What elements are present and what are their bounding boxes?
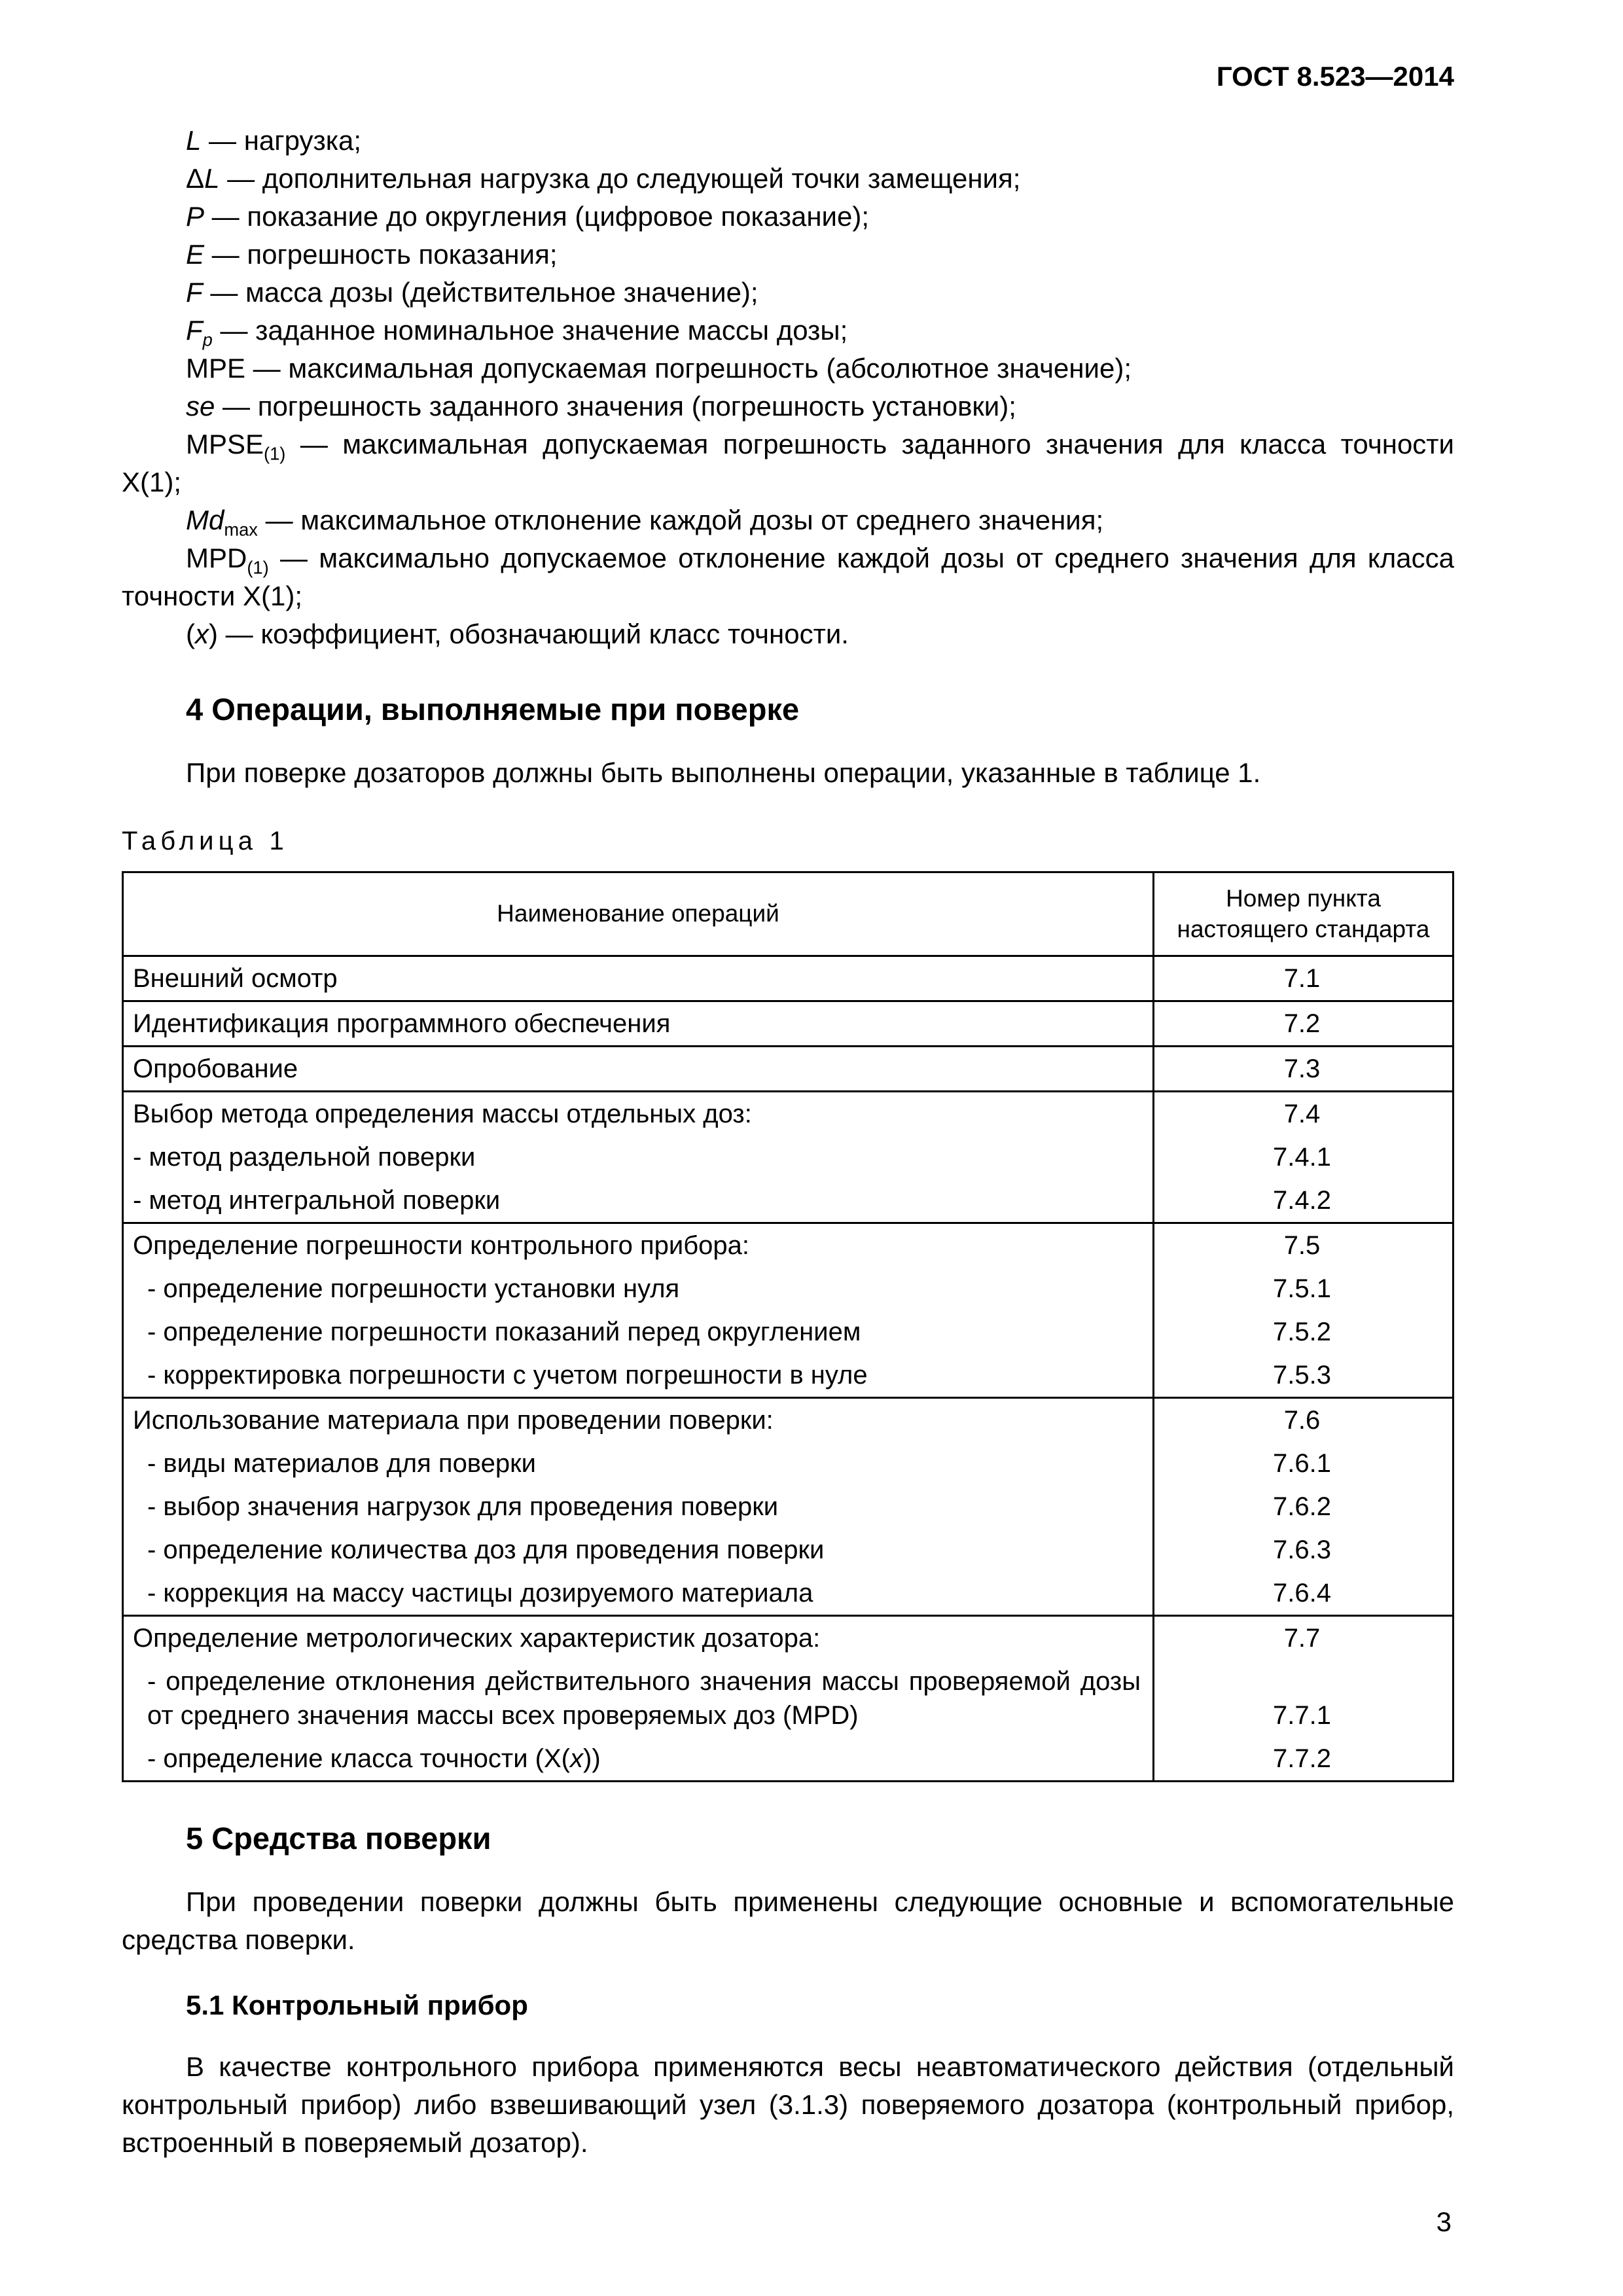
table-row	[123, 1223, 1454, 1267]
column-header-operations: Наименование операций	[123, 872, 1154, 956]
definition-item	[122, 387, 1454, 425]
definition-item	[122, 501, 1454, 539]
clause-number-cell: 7.1	[1154, 956, 1454, 1001]
table-row	[123, 956, 1454, 1001]
section-5-heading: 5 Средства поверки	[186, 1820, 491, 1856]
clause-number-cell: 7.3	[1154, 1046, 1454, 1091]
table-row	[123, 1615, 1454, 1660]
clause-number-cell: 7.6.4	[1154, 1571, 1454, 1616]
operation-name-cell: Определение метрологических характеристик дозатора:	[123, 1615, 1154, 1660]
clause-number-cell: 7.6.3	[1154, 1528, 1454, 1571]
operation-name-cell: - корректировка погрешности с учетом погрешности в нуле	[147, 1360, 868, 1390]
text-segment: — дополнительная нагрузка до следующей точки замещения;	[219, 163, 1021, 194]
definition-item	[122, 160, 1454, 198]
text-segment: L	[186, 125, 202, 156]
subscript-text: max	[224, 519, 258, 540]
definition-item	[122, 425, 1454, 501]
text-segment: — максимальное отклонение каждой дозы от среднего значения;	[257, 504, 1104, 535]
column-header-clause: Номер пункта настоящего стандарта	[1154, 872, 1454, 956]
text-segment: — нагрузка;	[201, 125, 362, 156]
clause-number-cell: 7.4.1	[1154, 1136, 1454, 1179]
text-segment: L	[204, 163, 220, 194]
clause-number-cell: 7.4.2	[1154, 1179, 1454, 1223]
table-header-row	[123, 872, 1454, 956]
operation-name-cell: - коррекция на массу частицы дозируемого материала	[147, 1578, 813, 1607]
text-segment: F	[186, 277, 203, 308]
table-row	[123, 1354, 1454, 1398]
text-segment: — показание до округления (цифровое показание);	[204, 201, 869, 232]
definition-item	[122, 198, 1454, 236]
text-segment: — масса дозы (действительное значение);	[202, 277, 758, 308]
definition-item	[122, 350, 1454, 387]
text-segment: — максимально допускаемое отклонение каждой дозы от среднего значения для класса точности Х(1);	[122, 542, 1454, 611]
text-segment: se	[186, 391, 215, 422]
table-row	[123, 1046, 1454, 1091]
text-segment: Δ	[186, 163, 205, 194]
table-row	[123, 1571, 1454, 1616]
operation-name-cell: - метод интегральной поверки	[133, 1185, 501, 1215]
definition-item	[122, 539, 1454, 615]
clause-number-cell: 7.5	[1154, 1223, 1454, 1267]
subscript-text: p	[202, 329, 213, 350]
table-row	[123, 1485, 1454, 1528]
text-segment: Md	[186, 504, 224, 535]
text-segment: x	[570, 1744, 583, 1773]
text-segment: F	[186, 315, 203, 346]
table-row	[123, 1737, 1454, 1782]
table-row	[123, 1660, 1454, 1737]
clause-number-cell: 7.7.2	[1154, 1737, 1454, 1782]
clause-number-cell: 7.6.1	[1154, 1442, 1454, 1485]
definition-item	[122, 122, 1454, 160]
section-4-heading: 4 Операции, выполняемые при поверке	[186, 691, 800, 726]
operation-name-cell: - выбор значения нагрузок для проведения поверки	[147, 1492, 779, 1521]
operations-table-body	[123, 956, 1454, 1781]
text-segment: MPD	[186, 542, 247, 573]
text-segment: ))	[583, 1744, 601, 1773]
clause-number-cell: 7.4	[1154, 1091, 1454, 1136]
subscript-text: (1)	[247, 557, 269, 578]
operation-name-cell: Определение погрешности контрольного прибора:	[123, 1223, 1154, 1267]
text-segment: — заданное номинальное значение массы дозы;	[212, 315, 848, 346]
table-row	[123, 1001, 1454, 1046]
definition-item	[122, 615, 1454, 653]
operations-table	[122, 871, 1454, 1782]
definition-item	[122, 236, 1454, 274]
definition-item	[122, 274, 1454, 312]
operation-name-cell: - определение отклонения действительного значения массы проверяемой дозы от среднего значения массы всех проверяемых доз (MPD)	[147, 1666, 1141, 1730]
clause-number-cell: 7.2	[1154, 1001, 1454, 1046]
clause-number-cell: 7.6.2	[1154, 1485, 1454, 1528]
table-caption: Таблица 1	[122, 827, 289, 856]
table-row	[123, 1136, 1454, 1179]
table-row	[123, 1091, 1454, 1136]
text-segment: — максимальная допускаемая погрешность заданного значения для класса точности Х(1);	[122, 429, 1454, 497]
text-segment: (	[186, 618, 195, 649]
operation-name-cell: Внешний осмотр	[123, 956, 1154, 1001]
section-5-1-body: В качестве контрольного прибора применяются весы неавтоматического действия (отдельный контрольный прибор) либо взвешивающий узел (3.1.3) поверяемого дозатора (контрольный прибор, встроенный в поверяемый дозатор).	[122, 2051, 1454, 2159]
table-row	[123, 1528, 1454, 1571]
table-row	[123, 1397, 1454, 1442]
clause-number-cell: 7.6	[1154, 1397, 1454, 1442]
clause-number-cell: 7.5.2	[1154, 1310, 1454, 1354]
clause-number-cell: 7.5.1	[1154, 1267, 1454, 1310]
text-segment: - определение класса точности (X(	[147, 1744, 570, 1773]
page-number: 3	[1436, 2206, 1452, 2238]
section-5-1-heading: 5.1 Контрольный прибор	[186, 1990, 528, 2021]
operation-name-cell: - определение погрешности установки нуля	[147, 1274, 680, 1303]
definition-item	[122, 312, 1454, 350]
text-segment: x	[195, 618, 209, 649]
operation-name-cell: Опробование	[123, 1046, 1154, 1091]
table-row	[123, 1179, 1454, 1223]
table-row	[123, 1442, 1454, 1485]
clause-number-cell: 7.5.3	[1154, 1354, 1454, 1398]
clause-number-cell: 7.7	[1154, 1615, 1454, 1660]
section-5-intro: При проведении поверки должны быть применены следующие основные и вспомогательные средства поверки.	[122, 1886, 1454, 1956]
operation-name-cell: - виды материалов для поверки	[147, 1448, 536, 1478]
text-segment: P	[186, 201, 205, 232]
operation-name-cell: Использование материала при проведении поверки:	[123, 1397, 1154, 1442]
text-segment: ) — коэффициент, обозначающий класс точности.	[209, 618, 849, 649]
text-segment: — максимальная допускаемая погрешность (абсолютное значение);	[245, 353, 1132, 384]
section-4-intro: При поверке дозаторов должны быть выполнены операции, указанные в таблице 1.	[186, 757, 1261, 789]
table-row	[123, 1267, 1454, 1310]
text-segment: MPSE	[186, 429, 264, 460]
operation-name-cell: - определение количества доз для проведения поверки	[147, 1535, 825, 1564]
operation-name-cell: Идентификация программного обеспечения	[123, 1001, 1154, 1046]
definitions-list	[122, 122, 1454, 653]
standard-reference: ГОСТ 8.523—2014	[1216, 61, 1454, 92]
operation-name-cell: Выбор метода определения массы отдельных доз:	[123, 1091, 1154, 1136]
text-segment: — погрешность заданного значения (погрешность установки);	[215, 391, 1016, 422]
table-row	[123, 1310, 1454, 1354]
text-segment: — погрешность показания;	[204, 239, 558, 270]
text-segment: MPE	[186, 353, 246, 384]
operation-name-cell: - метод раздельной поверки	[133, 1142, 476, 1172]
clause-number-cell: 7.7.1	[1154, 1660, 1454, 1737]
text-segment: E	[186, 239, 205, 270]
operation-name-cell: - определение погрешности показаний перед округлением	[147, 1317, 861, 1346]
subscript-text: (1)	[264, 443, 286, 464]
operation-name-cell	[123, 1737, 1154, 1782]
